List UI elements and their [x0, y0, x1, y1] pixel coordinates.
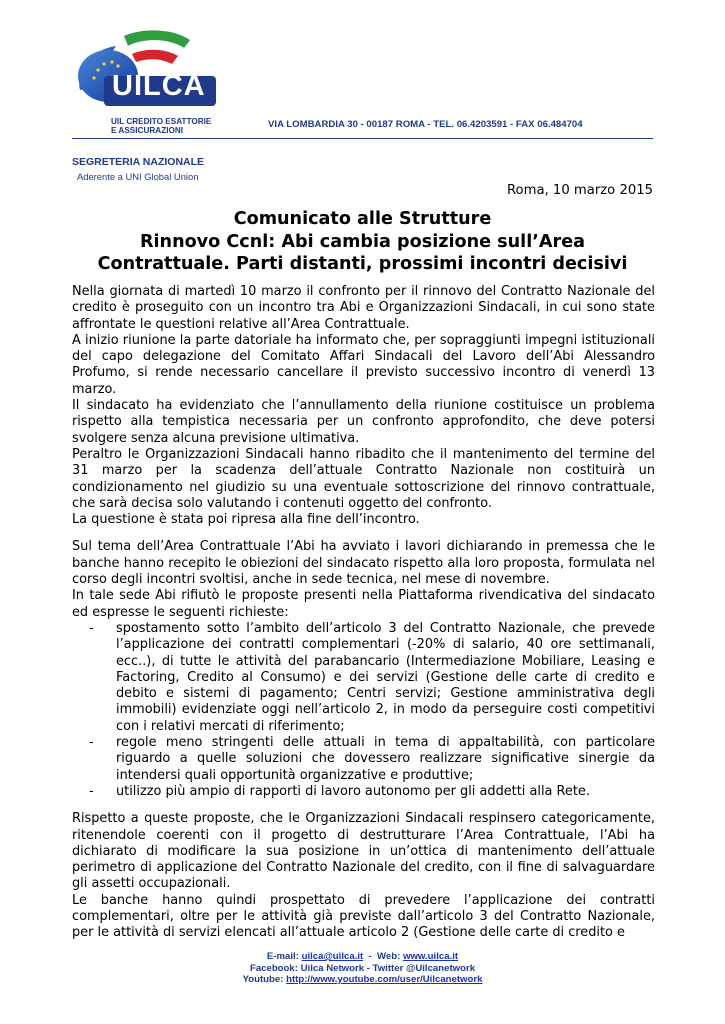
paragraph-4: Peraltro le Organizzazioni Sindacali hanno ribadito che il mantenimento del termine del 31 marzo per la scadenza dell’attuale Contratto Nazionale non costituirà un condizionamento nel giudizio su una eventuale sottoscrizione del rinnovo contrattuale, che sarà decisa solo valutando i contenuti oggetto del confronto. [72, 446, 655, 511]
paragraph-7: In tale sede Abi rifiutò le proposte presenti nella Piattaforma rivendicativa del sindacato ed espresse le seguenti richieste: [72, 588, 655, 620]
logo-text: UILCA [112, 70, 206, 102]
title-line-2: Rinnovo Ccnl: Abi cambia posizione sull’Area [139, 231, 586, 252]
logo-subtitle [111, 117, 211, 135]
paragraph-6: Sul tema dell’Area Contrattuale l’Abi ha avviato i lavori dichiarando in premessa che le banche hanno recepito le obiezioni del sindacato rispetto alla loro proposta, formulata nel corso degli incontri svoltisi, anche in sede tecnica, nel mese di novembre. [72, 539, 655, 588]
document-title [60, 208, 665, 276]
paragraph-2: A inizio riunione la parte datoriale ha informato che, per sopraggiunti impegni istituzionali del capo delegazione del Comitato Affari Sindacali del Lavoro dell’Abi Alessandro Profumo, si rende necessario cancellare il previsto successivo incontro di venerdì 13 marzo. [72, 332, 655, 397]
youtube-label: Youtube: [242, 974, 287, 986]
footer-social: Facebook: Uilca Network - Twitter @Uilcanetwork [249, 962, 476, 974]
list-item-text: utilizzo più ampio di rapporti di lavoro autonomo per gli addetti alla Rete. [116, 783, 590, 799]
paragraph-8: Rispetto a queste proposte, che le Organizzazioni Sindacali respinsero categoricamente, ritenendole coerenti con il progetto di destrutturare l’Area Contrattuale, l’Abi ha dichiarato di modificare la sua posizione in un’ottica di mantenimento dell’attuale perimetro di applicazione del Contratto Nazionale del credito, con il fine di salvaguardare gli assetti occupazionali. [72, 811, 655, 892]
paragraph-5: La questione è stata poi ripresa alla fine dell’incontro. [72, 512, 420, 528]
web-link[interactable]: www.uilca.it [402, 951, 459, 962]
bullet-marker: - [89, 735, 94, 751]
email-label: E-mail: [266, 951, 302, 962]
youtube-link[interactable]: http://www.youtube.com/user/Uilcanetwork [286, 974, 483, 986]
list-item [89, 620, 655, 735]
paragraph-1: Nella giornata di martedì 10 marzo il confronto per il rinnovo del Contratto Nazionale del credito è proseguito con un incontro tra Abi e Organizzazioni Sindacali, in cui sono state affrontate le questioni relative all’Area Contrattuale. [72, 284, 655, 332]
logo-subtitle-line2: E ASSICURAZIONI [111, 126, 184, 135]
bullet-marker: - [89, 620, 94, 636]
title-line-1: Comunicato alle Strutture [233, 209, 492, 229]
footer-line-youtube [0, 974, 725, 986]
logo-subtitle-line1: UIL CREDITO ESATTORIE [111, 117, 212, 126]
list-item-text: regole meno stringenti delle attuali in tema di appaltabilità, con particolare riguardo a quelle soluzioni che dovessero realizzare significative sinergie da intendersi quali opportunità organizzative e produttive; [116, 735, 655, 783]
paragraph-9: Le banche hanno quindi prospettato di prevedere l’applicazione dei contratti complementari, oltre per le attività già previste dall’articolo 3 del Contratto Nazionale, per le attività di servizi elencati all’attuale articolo 2 (Gestione delle carte di credito e [72, 892, 655, 941]
document-date: Roma, 10 marzo 2015 [506, 183, 653, 198]
bullet-marker: - [89, 783, 94, 799]
list-item [89, 735, 655, 784]
requests-list [72, 621, 655, 800]
document-body [72, 284, 655, 942]
header-divider [72, 138, 653, 139]
aderente-uni: Aderente a UNI Global Union [77, 171, 199, 182]
list-item-text: spostamento sotto l’ambito dell’articolo 3 del Contratto Nazionale, che prevede l’applicazione dei contratti complementari (-20% di salario, 40 ore settimanali, ecc..), di tutte le attività del parabancario (Intermediazione Mobiliare, Leasing e Factoring, Credito al Consumo) e dei servizi (Gestione delle carte di credito e debito e sistemi di pagamento; Centri servizi; Gestione amministrativa degli immobili) evidenziate oggi nell’articolo 2, in modo da perseguire costi competitivi con i relativi mercati di riferimento; [116, 620, 655, 734]
header-address: VIA LOMBARDIA 30 - 00187 ROMA - TEL. 06.4203591 - FAX 06.484704 [268, 119, 583, 130]
web-label: - Web: [363, 951, 403, 962]
list-item [89, 783, 655, 800]
paragraph-3: Il sindacato ha evidenziato che l’annullamento della riunione costituisce un problema rispetto alla tempistica necessaria per un confronto approfondito, che deve potersi svolgere senza alcuna previsione ultimativa. [72, 398, 655, 446]
title-line-3: Contrattuale. Parti distanti, prossimi incontri decisivi [97, 254, 628, 274]
segreteria-nazionale: SEGRETERIA NAZIONALE [72, 156, 205, 168]
footer [0, 951, 725, 986]
footer-line-contacts [0, 951, 725, 963]
email-link[interactable]: uilca@uilca.it [301, 951, 364, 962]
